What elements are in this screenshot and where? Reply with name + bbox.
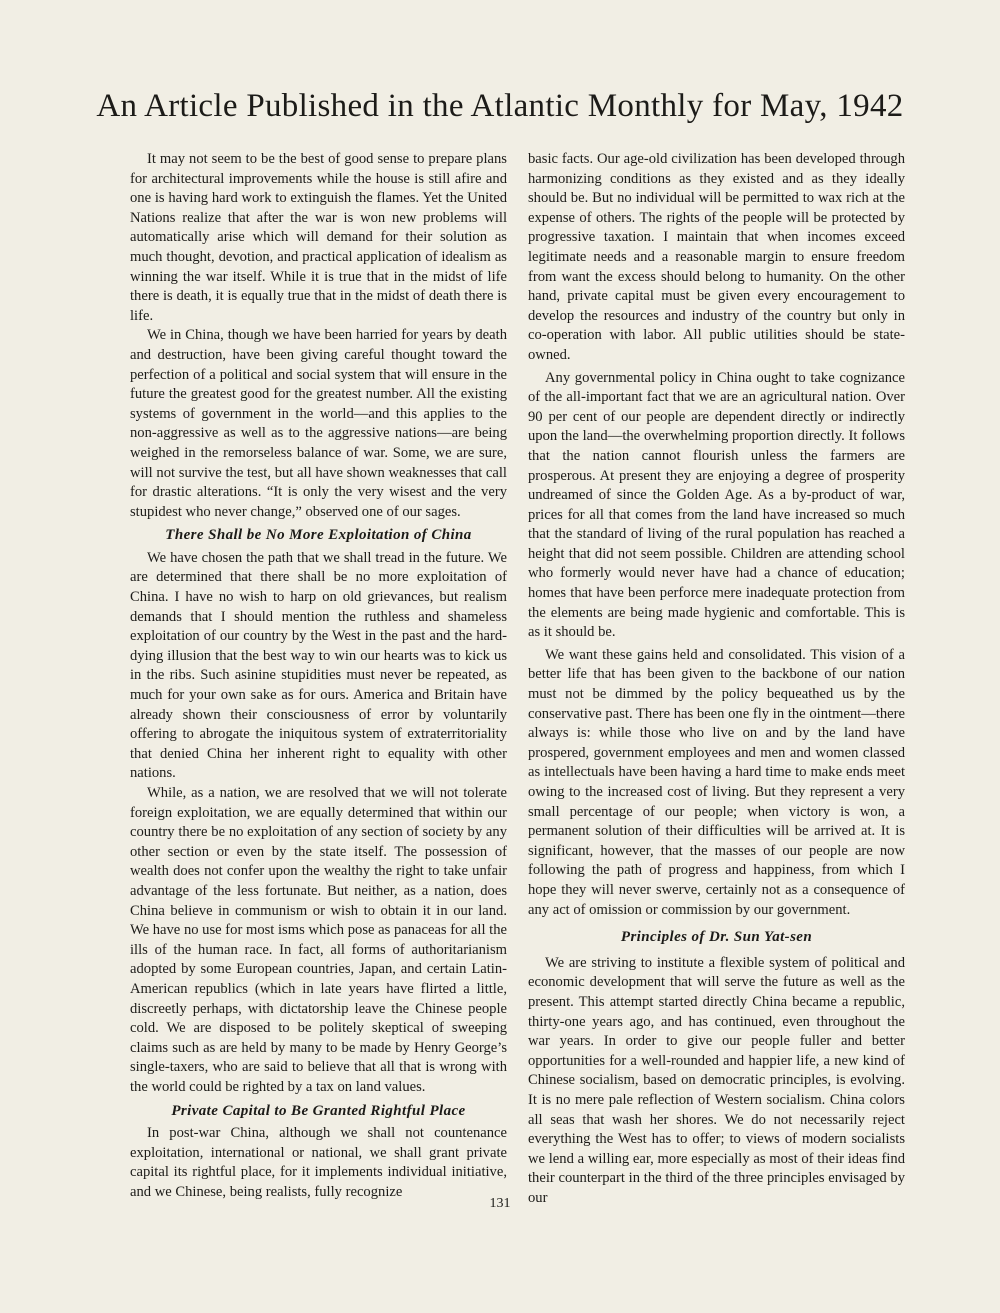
paragraph: We have chosen the path that we shall tread in the future. We are determined that there shall be no more exploitation of China. I have no wish to harp on old grievances, but realism demands that I should mention the ruthless and shameless exploitation of our country by the West in the past and the hard-dying illusion that the best way to win our hearts was to kick us in the ribs. Such asinine stupidities must never be repeated, as much for your own sake as for ours. America and Britain have already shown their consciousness of error by voluntarily offering to abrogate the iniquitous system of extraterritoriality that denied China her inherent right to equality with other nations. <box>130 549 507 782</box>
section-heading: Private Capital to Be Granted Rightful Place <box>171 1102 466 1119</box>
section-heading: Principles of Dr. Sun Yat-sen <box>620 929 813 946</box>
paragraph: We want these gains held and consolidated. This vision of a better life that has been given to the backbone of our nation must not be dimmed by the policy bequeathed us by the conservative past. There has been one fly in the ointment—there always is: while those who live on and by the land have prospered, government employees and men and women classed as intellectuals have been having a hard time to make ends meet owing to the increased cost of living. But they represent a very small percentage of our people; when victory is won, a permanent solution of their difficulties will be arrived at. It is significant, however, that the masses of our people are now following the path of progress and happiness, from which I hope they will never swerve, certainly not as a consequence of any act of omission or commission by our government. <box>528 646 905 918</box>
paragraph: It may not seem to be the best of good sense to prepare plans for architectural improvements while the house is still afire and one is having hard work to extinguish the flames. Yet the United Nations realize that after the war is won new problems will automatically arise which will demand for their solution as much thought, devotion, and practical application of idealism as winning the war itself. While it is true that in the midst of life there is death, it is equally true that in the midst of death there is life. <box>130 151 507 324</box>
right-column <box>528 150 905 1208</box>
page-title: An Article Published in the Atlantic Monthly for May, 1942 <box>96 88 904 124</box>
page-number: 131 <box>489 1196 511 1211</box>
paragraph: Any governmental policy in China ought to take cognizance of the all-important fact that we are an agricultural nation. Over 90 per cent of our people are dependent directly or indirectly upon the land—the overwhelming proportion directly. It follows that the nation cannot flourish unless the farmers are prosperous. At present they are enjoying a degree of prosperity undreamed of since the Golden Age. As a by-product of war, prices for all that comes from the land have increased so much that the standard of living of the rural population has reached a height that did not seem possible. Children are attending school who formerly would never have had a chance of education; homes that have been perforce mere inadequate protection from the elements are being made hygienic and comfortable. This is as it should be. <box>528 369 905 641</box>
paragraph: In post-war China, although we shall not countenance exploitation, international or national, we shall grant private capital its rightful place, for it implements individual initiative, and we Chinese, being realists, fully recognize <box>130 1125 507 1200</box>
paragraph: While, as a nation, we are resolved that we will not tolerate foreign exploitation, we are equally determined that within our country there be no exploitation of any section of society by any other section or even by the state itself. The possession of wealth does not confer upon the wealthy the right to take unfair advantage of the less fortunate. But neither, as a nation, does China believe in communism or wish to obtain it in our land. We have no use for most isms which pose as panaceas for all the ills of the human race. In fact, all forms of authoritarianism adopted by some European countries, Japan, and certain Latin-American republics (which in late years have flirted a little, discreetly perhaps, with dictatorship leave the Chinese people cold. We are disposed to be politely skeptical of sweeping claims such as are held by many to be made by Henry George’s single-taxers, who are said to believe that all that is wrong with the world could be righted by a tax on land values. <box>130 785 507 1095</box>
section-heading: There Shall be No More Exploitation of China <box>165 527 472 544</box>
paragraph: We are striving to institute a flexible system of political and economic development that will serve the future as well as the present. This attempt started directly China became a republic, thirty-one years ago, and has continued, even throughout the war years. In order to give our people fuller and better opportunities for a well-rounded and happier life, a new kind of Chinese socialism, based on democratic principles, is evolving. It is no mere pale reflection of Western socialism. China colors all seas that wash her shores. We do not necessarily reject everything the West has to offer; to views of modern socialists we lend a willing ear, more especially as most of their ideas find their counterpart in the third of the three principles envisaged by our <box>528 954 905 1206</box>
paragraph: basic facts. Our age-old civilization has been developed through harmonizing conditions as they existed and as they ideally should be. But no individual will be permitted to wax rich at the expense of others. The rights of the people will be protected by progressive taxation. I maintain that when incomes exceed legitimate needs and a reasonable margin to ensure freedom from want the excess should belong to humanity. On the other hand, private capital must be given every encouragement to develop the resources and industry of the country but only in co-operation with labor. All public utilities should be state-owned. <box>528 151 905 363</box>
left-column <box>130 150 507 1202</box>
paragraph: We in China, though we have been harried for years by death and destruction, have been giving careful thought toward the perfection of a political and social system that will ensure in the future the greatest good for the greatest number. All the existing systems of government in the world—and this applies to the non-aggressive as well as to the aggressive nations—are being weighed in the remorseless balance of war. Some, we are sure, will not survive the test, but all have shown weaknesses that call for drastic alterations. “It is only the very wisest and the very stupidest who never change,” observed one of our sages. <box>130 327 507 520</box>
